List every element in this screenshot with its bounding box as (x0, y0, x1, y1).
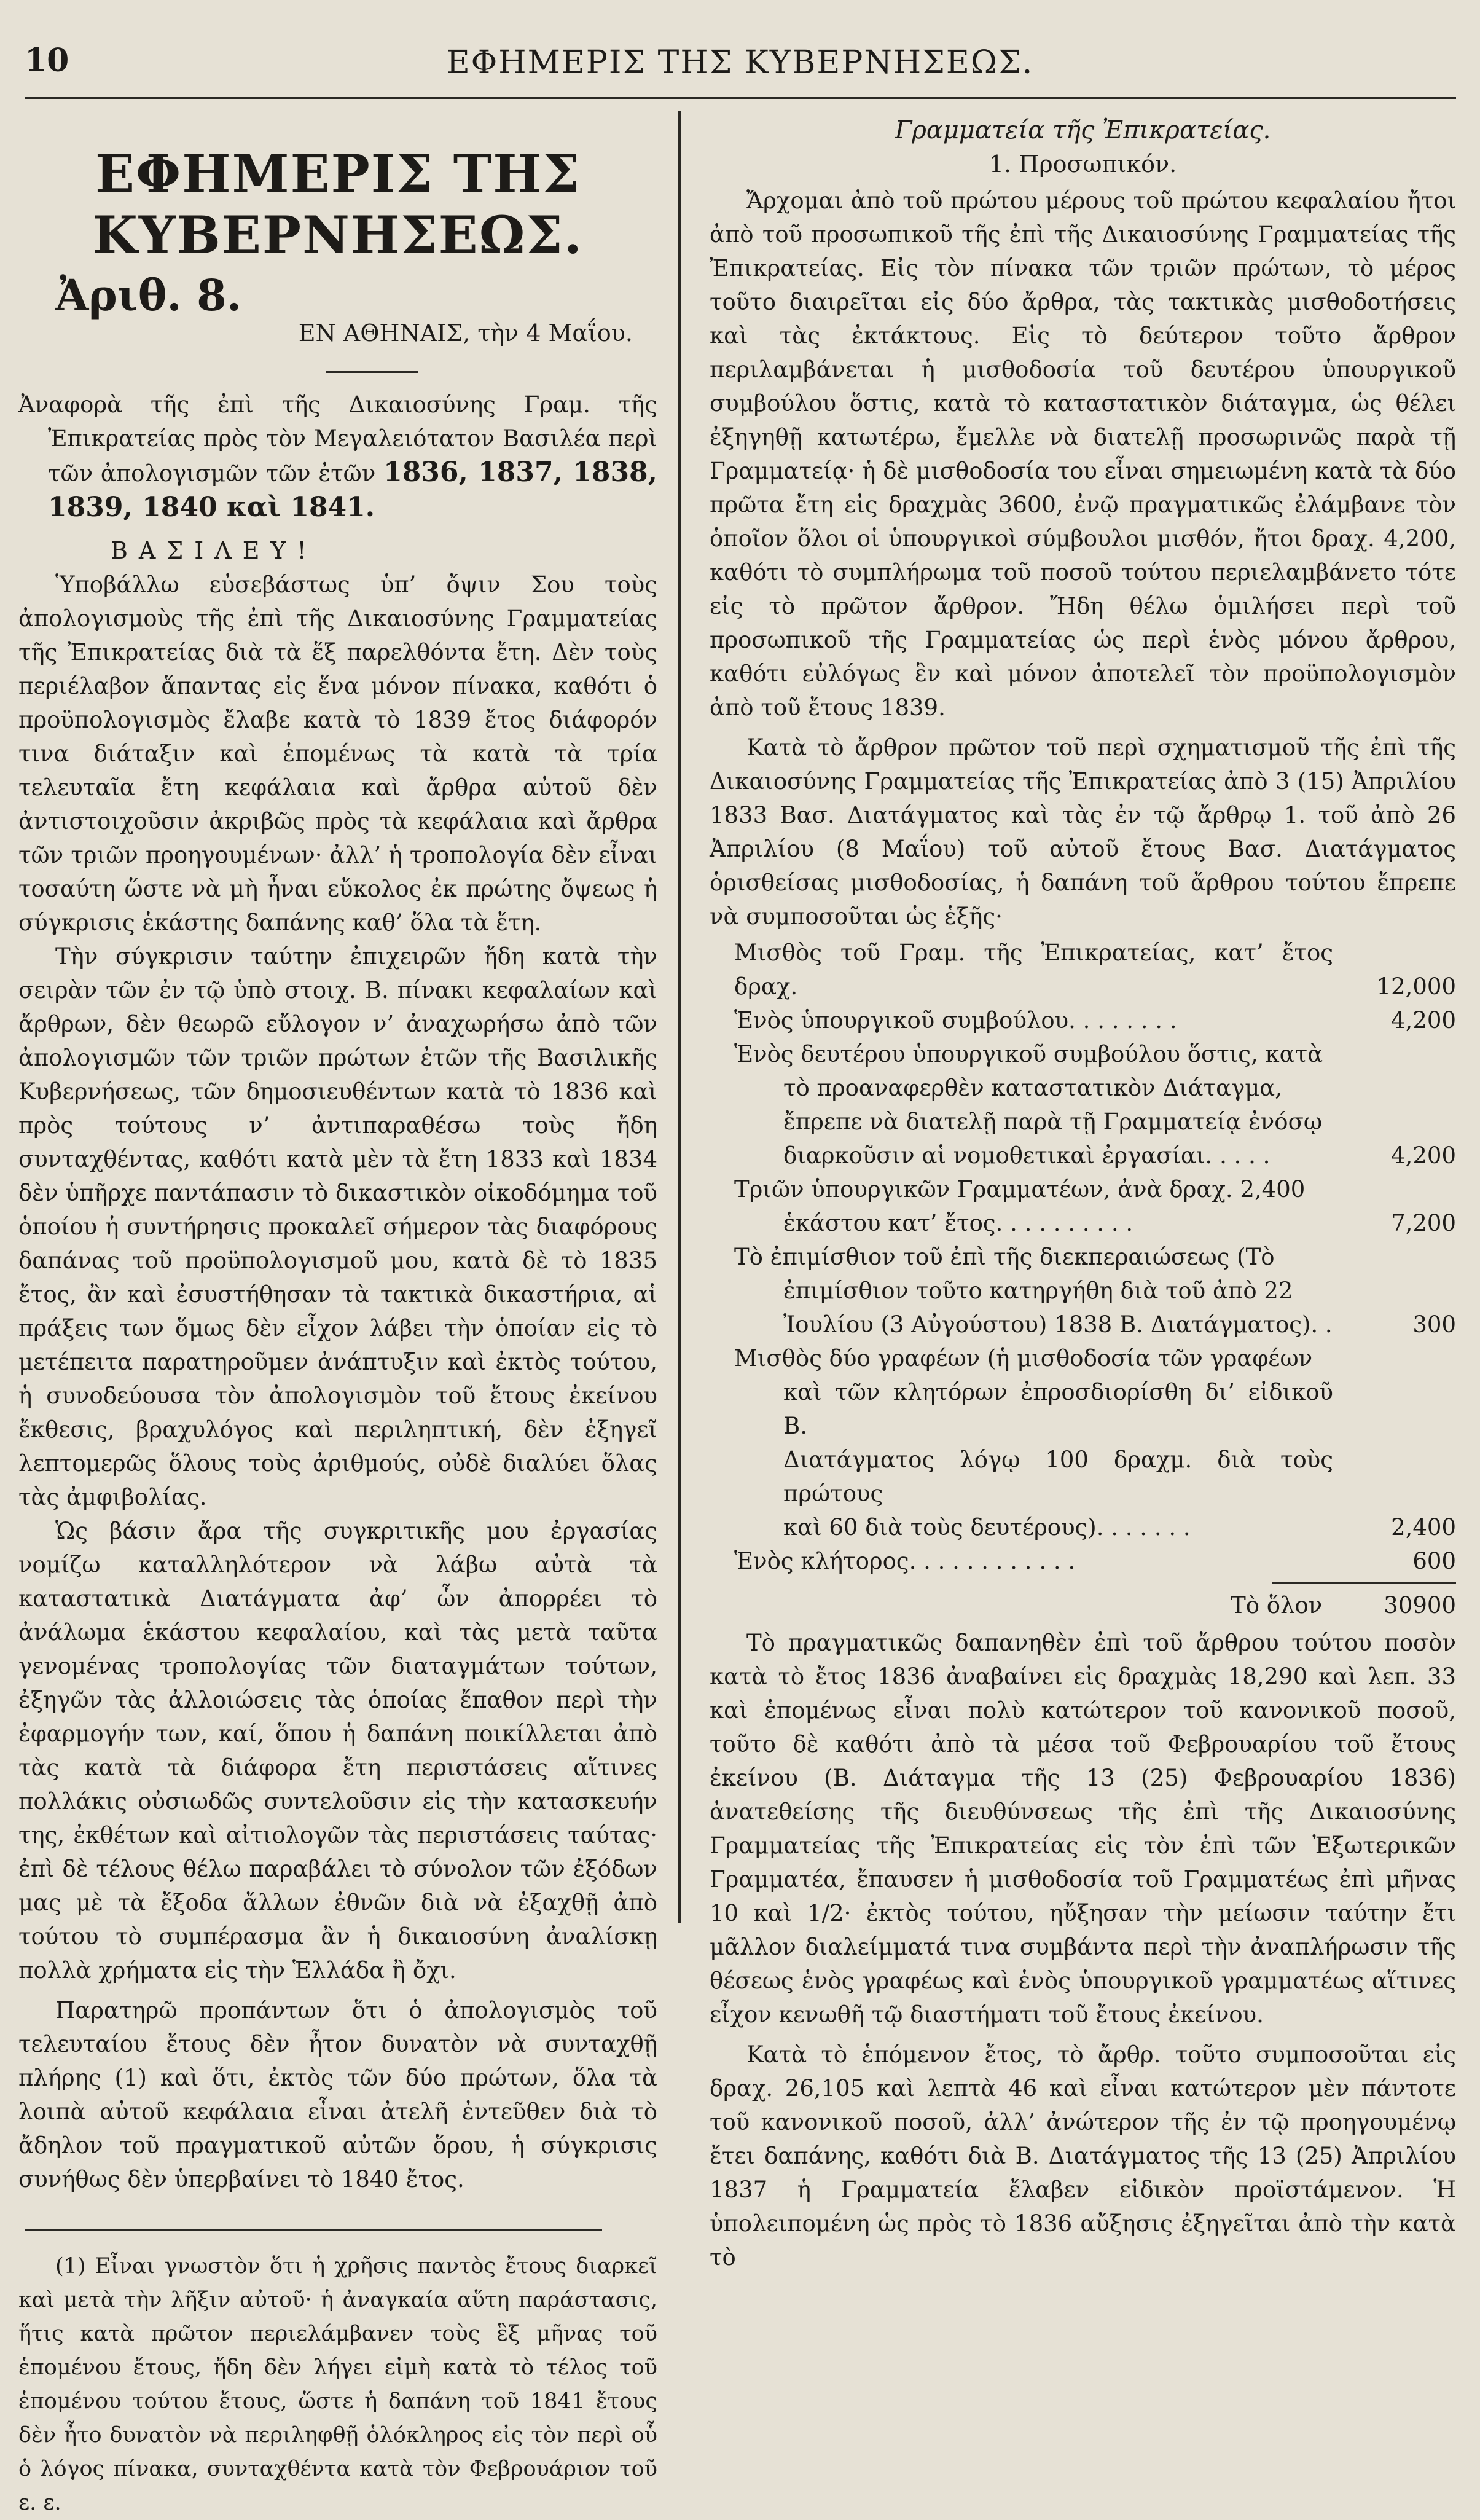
ledger-label-line: τὸ προαναφερθὲν καταστατικὸν Διάταγμα, (783, 1075, 1283, 1101)
ledger-row (710, 1544, 1456, 1578)
ledger-amount: 600 (1412, 1548, 1456, 1574)
subsection-title: 1. Προσωπικόν. (989, 151, 1177, 178)
footnote-text: (1) Εἶναι γνωστὸν ὅτι ἡ χρῆσις παντὸς ἔτους διαρκεῖ καὶ μετὰ τὴν λῆξιν αὐτοῦ· ἡ ἀναγκαία αὕτη παράστασις, ἥτις κατὰ πρῶτον περιελάμβανεν τοὺς ἓξ μῆνας τοῦ ἑπομένου ἔτους, ἤδη δὲν λήγει εἰμὴ κατὰ τὸ τέλος τοῦ ἑπομένου τούτου ἔτους, ὥστε ἡ δαπάνη τοῦ 1841 ἔτους δὲν ἦτο δυνατὸν νὰ περιληφθῇ ὁλόκληρος εἰς τὸν περὶ οὗ ὁ λόγος πίνακα, συνταχθέντα κατὰ τὸν Φεβρουάριον τοῦ ε. ε. (18, 2254, 657, 2515)
paragraph: Κατὰ τὸ ἄρθρον πρῶτον τοῦ περὶ σχηματισμοῦ τῆς ἐπὶ τῆς Δικαιοσύνης Γραμματείας τῆς Ἐπικρατείας ἀπὸ 3 (15) Ἀπριλίου 1833 Βασ. Διατάγματος καὶ τὰς ἐν τῷ ἄρθρῳ 1. τοῦ ἀπὸ 26 Ἀπριλίου (8 Μαΐου) τοῦ αὐτοῦ ἔτους Βασ. Διατάγματος ὁρισθείσας μισθοδοσίας, ἡ δαπάνη τοῦ ἄρθρου τούτου ἔπρεπε νὰ συμποσοῦται ὡς ἑξῆς· (710, 734, 1456, 930)
paragraph: Τὸ πραγματικῶς δαπανηθὲν ἐπὶ τοῦ ἄρθρου τούτου ποσὸν κατὰ τὸ ἔτος 1836 ἀναβαίνει εἰς δραχμὰς 18,290 καὶ λεπ. 33 καὶ ἑπομένως εἶναι πολὺ κατώτερον τοῦ κανονικοῦ ποσοῦ, τοῦτο δὲ καθότι ἀπὸ τὰ μέσα τοῦ Φεβρουαρίου τοῦ ἔτους ἐκείνου (Β. Διάταγμα τῆς 13 (25) Φεβρουαρίου 1836) ἀνατεθείσης τῆς διευθύνσεως τῆς ἐπὶ τῆς Δικαιοσύνης Γραμματείας τῆς Ἐπικρατείας εἰς τὸν ἐπὶ τῶν Ἐξωτερικῶν Γραμματέα, ἔπαυσεν ἡ μισθοδοσία τοῦ Γραμματέως ἐπὶ μῆνας 10 καὶ 1/2· ἐκτὸς τούτου, ηὔξησαν τὴν μείωσιν ταύτην ἔτι μᾶλλον διαλείμματά τινα συμβάντα περὶ τὴν ἀναπλήρωσιν τῆς θέσεως ἑνὸς γραφέως καὶ ἑνὸς ὑπουργικοῦ γραμματέως αἵτινες εἶχον κενωθῆ τῷ διαστήματι τοῦ ἔτους ἐκείνου. (710, 1630, 1456, 2028)
paragraph: Κατὰ τὸ ἑπόμενον ἔτος, τὸ ἄρθρ. τοῦτο συμποσοῦται εἰς δραχ. 26,105 καὶ λεπτὰ 46 καὶ εἶναι κατώτερον μὲν πάντοτε τοῦ κανονικοῦ ποσοῦ, ἀλλ’ ἀνώτερον τῆς ἐν τῷ προηγουμένῳ ἔτει δαπάνης, καθότι διὰ Β. Διατάγματος τῆς 13 (25) Ἀπριλίου 1837 ἡ Γραμματεία ἔλαβεν εἰδικὸν προϊστάμενον. Ἡ ὑπολειπομένη ὡς πρὸς τὸ 1836 αὔξησις ἐξηγεῖται ἀπὸ τὴν κατὰ τὸ (710, 2041, 1456, 2271)
section-title: Γραμματεία τῆς Ἐπικρατείας. (895, 116, 1271, 144)
report-title-text: Ἀναφορὰ τῆς ἐπὶ τῆς Δικαιοσύνης Γραμ. τῆς Ἐπικρατείας πρὸς τὸν Μεγαλειότατον Βασιλέα περὶ τῶν ἀπολογισμῶν τῶν ἐτῶν (18, 391, 657, 487)
left-column (18, 114, 657, 2520)
paragraph: Ὡς βάσιν ἄρα τῆς συγκριτικῆς μου ἐργασίας νομίζω καταλληλότερον νὰ λάβω αὐτὰ τὰ καταστατικὰ Διατάγματα ἀφ’ ὧν ἀπορρέει τὸ ἀνάλωμα ἑκάστου κεφαλαίου, καὶ τὰς μετὰ ταῦτα γενομένας τροπολογίας τῶν διαταγμάτων τούτων, ἐξηγῶν τὰς ἀλλοιώσεις τὰς ὁποίας ἔπαθον περὶ τὴν ἐφαρμογήν των, καί, ὅπου ἡ δαπάνη ποικίλλεται ἀπὸ τὰς κατὰ τὰ διάφορα ἔτη περιστάσεις αἵτινες πολλάκις οὐσιωδῶς συντελοῦσιν εἰς τὴν κατασκευήν της, ἐκθέτων καὶ αἰτιολογῶν τὰς περιστάσεις ταύτας· ἐπὶ δὲ τέλους θέλω παραβάλει τὸ σύνολον τῶν ἐξόδων μας μὲ τὰ ἔξοδα ἄλλων ἐθνῶν διὰ νὰ ἐξαχθῇ ἀπὸ τούτου τὸ συμπέρασμα ἂν ἡ δικαιοσύνη ἀναλίσκῃ πολλὰ χρήματα εἰς τὴν Ἑλλάδα ἢ ὄχι. (18, 1518, 657, 1984)
issue-number: Ἀριθ. 8. (55, 270, 242, 321)
ledger-label (734, 1037, 1333, 1172)
short-rule (326, 371, 418, 373)
ledger-row (710, 1172, 1456, 1240)
total-rule (1272, 1582, 1456, 1584)
ledger-amount: 12,000 (1376, 973, 1456, 1000)
ledger-amount: 4,200 (1391, 1142, 1456, 1169)
ledger-label-line: καὶ τῶν κλητόρων ἐπροσδιορίσθη δι’ εἰδικοῦ Β. (783, 1379, 1333, 1439)
footnote (18, 2250, 657, 2520)
paragraph: Ἄρχομαι ἀπὸ τοῦ πρώτου μέρους τοῦ πρώτου κεφαλαίου ἤτοι ἀπὸ τοῦ προσωπικοῦ τῆς ἐπὶ τῆς Δικαιοσύνης Γραμματείας τῆς Ἐπικρατείας. Εἰς τὸν πίνακα τῶν τριῶν πρώτων, τὸ μέρος τοῦτο διαιρεῖται εἰς δύο ἄρθρα, τὰς τακτικὰς μισθοδοτήσεις καὶ τὰς ἐκτάκτους. Εἰς τὸ δεύτερον τοῦτο ἄρθρον περιλαμβάνεται ἡ μισθοδοσία τοῦ δευτέρου ὑπουργικοῦ συμβούλου ὅστις, κατὰ τὸ καταστατικὸν διάταγμα, ὡς θέλει ἐξηγηθῇ κατωτέρω, ἔμελλε νὰ διατελῇ προσωρινῶς παρὰ τῇ Γραμματείᾳ· ἡ δὲ μισθοδοσία του εἶναι σημειωμένη κατὰ τὰ δύο πρῶτα ἔτη εἰς δραχμὰς 3600, ἐνῷ πραγματικῶς ἐλάμβανε τὸν ὁποῖον ὅλοι οἱ ὑπουργικοὶ σύμβουλοι μισθόν, ἤτοι δραχ. 4,200, καθότι τὸ συμπλήρωμα τοῦ ποσοῦ τούτου περιελαμβάνετο τότε εἰς τὸ πρῶτον ἄρθρον. Ἤδη θέλω ὁμιλήσει περὶ τοῦ προσωπικοῦ τῆς Γραμματείας ὡς περὶ ἑνὸς μόνου ἄρθρου, καθότι εὐλόγως ἓν καὶ μόνον ἀποτελεῖ τὸν προϋπολογισμὸν ἀπὸ τοῦ ἔτους 1839. (710, 187, 1456, 721)
ledger-label: Ἑνὸς κλήτορος. . . . . . . . . . . . (734, 1548, 1076, 1574)
paragraph: Τὴν σύγκρισιν ταύτην ἐπιχειρῶν ἤδη κατὰ τὴν σειρὰν τῶν ἐν τῷ ὑπὸ στοιχ. Β. πίνακι κεφαλαίων καὶ ἄρθρων, δὲν θεωρῶ εὔλογον ν’ ἀναχωρήσω ἀπὸ τῶν ἀπολογισμῶν τῶν τριῶν πρώτων ἐτῶν τῆς Βασιλικῆς Κυβερνήσεως, τῶν δημοσιευθέντων κατὰ τὸ 1836 καὶ πρὸς τούτους ν’ ἀντιπαραθέσω τοὺς ἤδη συνταχθέντας, καθότι κατὰ μὲν τὰ ἔτη 1833 καὶ 1834 δὲν ὑπῆρχε παντάπασιν τὸ δικαστικὸν οἰκοδόμημα τοῦ ὁποίου ἡ συντήρησις προκαλεῖ σήμερον τὰς διαφόρους δαπάνας τοῦ προϋπολογισμοῦ μου, κατὰ δὲ τὸ 1835 ἔτος, ἂν καὶ ἐσυστήθησαν τὰ τακτικὰ δικαστήρια, αἱ πράξεις των ὅμως δὲν εἶχον λάβει τὴν ὁποίαν εἰς τὸ μετέπειτα παρατηροῦμεν ἀνάπτυξιν καὶ ἐκτὸς τούτου, ἡ συνοδεύουσα τὸν ἀπολογισμὸν τοῦ ἔτους ἐκείνου ἔκθεσις, βραχυλόγος καὶ περιληπτική, δὲν ἐξηγεῖ λεπτομερῶς ὅλους τοὺς ἀριθμούς, οὐδὲ διαλύει ὅλας τὰς ἀμφιβολίας. (18, 943, 657, 1510)
paragraph: Ὑποβάλλω εὐσεβάστως ὑπ’ ὄψιν Σου τοὺς ἀπολογισμοὺς τῆς ἐπὶ τῆς Δικαιοσύνης Γραμματείας τῆς Ἐπικρατείας διὰ τὰ ἕξ παρελθόντα ἔτη. Δὲν τοὺς περιέλαβον ἅπαντας εἰς ἕνα μόνον πίνακα, καθότι ὁ προϋπολογισμὸς ἔλαβε κατὰ τὸ 1839 ἔτος διάφορόν τινα διάταξιν καὶ ἑπομένως τὰ κατὰ τὰ τρία τελευταῖα ἔτη κεφάλαια καὶ ἄρθρα αὐτοῦ δὲν ἀντιστοιχοῦσιν ἀκριβῶς πρὸς τὰ κεφάλαια καὶ ἄρθρα τῶν τριῶν προηγουμένων· ἀλλ’ ἡ τροπολογία δὲν εἶναι τοσαύτη ὥστε νὰ μὴ ἦναι εὔκολος ἐκ πρώτης ὄψεως ἡ σύγκρισις ἑκάστης δαπάνης καθ’ ὅλα τὰ ἔτη. (18, 571, 657, 936)
dateline: ΕΝ ΑΘΗΝΑΙΣ, τὴν 4 Μαΐου. (298, 320, 633, 347)
salutation: ΒΑΣΙΛΕΥ! (111, 537, 318, 564)
ledger-label-line: Ἑνὸς δευτέρου ὑπουργικοῦ συμβούλου ὅστις, κατὰ (734, 1041, 1323, 1067)
ledger-label-line: Τὸ ἐπιμίσθιον τοῦ ἐπὶ τῆς διεκπεραιώσεως (Τὸ (734, 1244, 1275, 1270)
ledger-row (710, 1037, 1456, 1172)
ledger-row (710, 1003, 1456, 1037)
ledger-row (710, 936, 1456, 1003)
ledger-label-line: Μισθὸς δύο γραφέων (ἡ μισθοδοσία τῶν γραφέων (734, 1345, 1313, 1372)
running-title: ΕΦΗΜΕΡΙΣ ΤΗΣ ΚΥΒΕΡΝΗΣΕΩΣ. (446, 44, 1034, 81)
ledger-amount: 300 (1412, 1311, 1456, 1338)
ledger-label-line: ἐπιμίσθιον τοῦτο κατηργήθη διὰ τοῦ ἀπὸ 22 (783, 1278, 1293, 1304)
ledger-label-line: Ἰουλίου (3 Αὐγούστου) 1838 Β. Διατάγματος). . (783, 1311, 1333, 1338)
ledger-label-line: ἔπρεπε νὰ διατελῇ παρὰ τῇ Γραμματείᾳ ἐνόσῳ (783, 1109, 1322, 1135)
ledger-label-line: καὶ 60 διὰ τοὺς δευτέρους). . . . . . . (783, 1514, 1191, 1541)
ledger-label: Μισθὸς τοῦ Γραμ. τῆς Ἐπικρατείας, κατ’ ἔτος δραχ. (734, 940, 1333, 1000)
ledger-row (710, 1341, 1456, 1544)
ledger-amount: 4,200 (1391, 1007, 1456, 1034)
ledger-label (734, 1240, 1333, 1341)
ledger-amount: 2,400 (1391, 1514, 1456, 1541)
right-column (710, 114, 1456, 2274)
ledger-label-line: Διατάγματος λόγῳ 100 δραχμ. διὰ τοὺς πρώτους (783, 1446, 1333, 1507)
ledger-label (734, 1341, 1333, 1544)
ledger-label (734, 1172, 1333, 1240)
ledger-row (710, 1240, 1456, 1341)
report-title (18, 388, 657, 525)
total-amount: 30900 (1384, 1592, 1456, 1619)
report-years: 1836, 1837, 1838, 1839, 1840 καὶ 1841. (48, 457, 657, 523)
ledger-label-line: διαρκοῦσιν αἱ νομοθετικαὶ ἐργασίαι. . . . . (783, 1142, 1271, 1169)
expense-ledger (710, 936, 1456, 1622)
ledger-label: Ἑνὸς ὑπουργικοῦ συμβούλου. . . . . . . . (734, 1007, 1177, 1034)
paragraph: Παρατηρῶ προπάντων ὅτι ὁ ἀπολογισμὸς τοῦ τελευταίου ἔτους δὲν ἦτον δυνατὸν νὰ συνταχθῇ πλήρης (1) καὶ ὅτι, ἐκτὸς τῶν δύο πρώτων, ὅλα τὰ λοιπὰ αὐτοῦ κεφάλαια εἶναι ἀτελῆ ἐντεῦθεν διὰ τὸ ἄδηλον τοῦ πραγματικοῦ αὐτῶν ὅρου, ἡ σύγκρισις συνήθως δὲν ὑπερβαίνει τὸ 1840 ἔτος. (18, 1997, 657, 2192)
ledger-label-line: ἑκάστου κατ’ ἔτος. . . . . . . . . . (783, 1210, 1133, 1236)
ledger-label-line: Τριῶν ὑπουργικῶν Γραμματέων, ἀνὰ δραχ. 2,400 (734, 1176, 1306, 1203)
header-rule (25, 97, 1456, 99)
ledger-total (710, 1588, 1456, 1622)
masthead: ΕΦΗΜΕΡΙΣ ΤΗΣ ΚΥΒΕΡΝΗΣΕΩΣ. (92, 143, 584, 265)
column-divider (678, 111, 681, 1923)
page-number: 10 (25, 42, 69, 79)
footnote-rule (25, 2229, 602, 2231)
ledger-amount: 7,200 (1391, 1210, 1456, 1236)
total-label: Τὸ ὅλον (1231, 1592, 1323, 1619)
